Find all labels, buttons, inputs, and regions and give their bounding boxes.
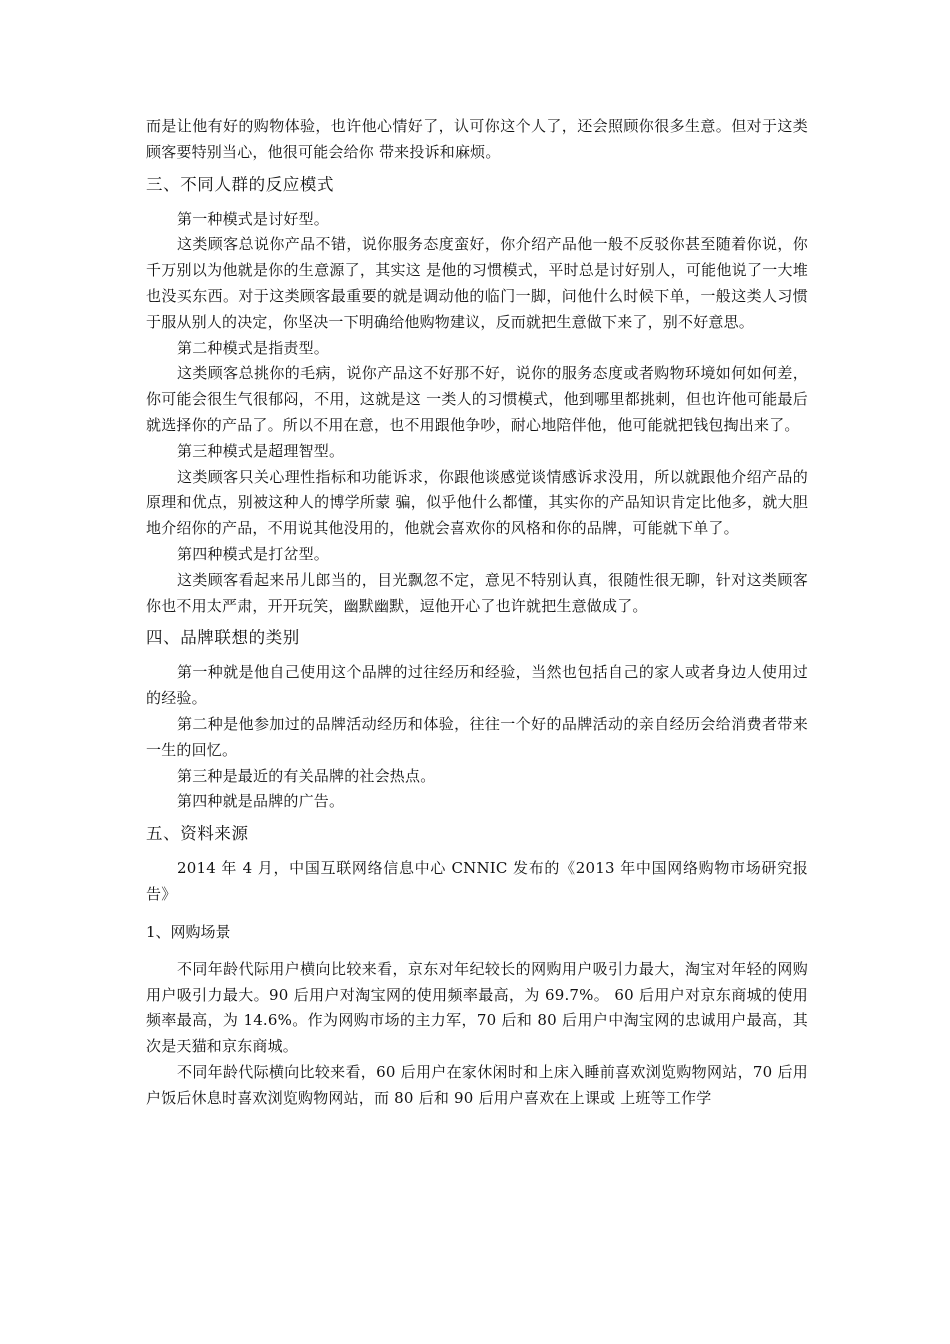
association-item-2: 第二种是他参加过的品牌活动经历和体验，往往一个好的品牌活动的亲自经历会给消费者带来一生的回忆。	[146, 714, 808, 759]
subsection-1-paragraph-2: 不同年龄代际横向比较来看，60 后用户在家休闲时和上床入睡前喜欢浏览购物网站，70 后用户饭后休息时喜欢浏览购物网站，而 80 后和 90 后用户喜欢在上课或 上班等工作学	[146, 1062, 808, 1107]
section-4-heading: 四、品牌联想的类别	[146, 628, 300, 648]
subsection-1-heading: 1、网购场景	[146, 922, 231, 941]
mode-2-text: 这类顾客总挑你的毛病，说你产品这不好那不好，说你的服务态度或者购物环境如何如何差，你可能会很生气很郁闷，不用，这就是这 一类人的习惯模式，他到哪里都挑刺，但也许他可能最后就选择你的产品了。所以不用在意，也不用跟他争吵，耐心地陪伴他，他可能就把钱包掏出来了。	[146, 364, 808, 434]
section-3-heading: 三、不同人群的反应模式	[146, 174, 335, 194]
document-page	[146, 114, 808, 1112]
mode-3-text: 这类顾客只关心理性指标和功能诉求，你跟他谈感觉谈情感诉求没用，所以就跟他介绍产品的原理和优点，别被这种人的博学所蒙 骗，似乎他什么都懂，其实你的产品知识肯定比他多，就大胆地介绍你的产品，不用说其他没用的，他就会喜欢你的风格和你的品牌，可能就下单了。	[146, 467, 808, 538]
mode-4-text: 这类顾客看起来吊儿郎当的，目光飘忽不定，意见不特别认真，很随性很无聊，针对这类顾客你也不用太严肃，开开玩笑，幽默幽默，逗他开心了也许就把生意做成了。	[146, 570, 808, 615]
mode-4-title: 第四种模式是打岔型。	[177, 544, 330, 563]
mode-3-title: 第三种模式是超理智型。	[177, 441, 345, 460]
mode-1-title: 第一种模式是讨好型。	[177, 209, 330, 228]
intro-paragraph: 而是让他有好的购物体验，也许他心情好了，认可你这个人了，还会照顾你很多生意。但对于这类顾客要特别当心，他很可能会给你 带来投诉和麻烦。	[146, 117, 808, 161]
association-item-1: 第一种就是他自己使用这个品牌的过往经历和经验，当然也包括自己的家人或者身边人使用过的经验。	[146, 663, 808, 708]
section-5-heading: 五、资料来源	[146, 824, 249, 844]
subsection-1-paragraph-1: 不同年龄代际用户横向比较来看，京东对年纪较长的网购用户吸引力最大，淘宝对年轻的网购用户吸引力最大。90 后用户对淘宝网的使用频率最高，为 69.7%。 60 后用户对京东商城的使用频率最高，为 14.6%。作为网购市场的主力军，70 后和 80 后用户中淘宝网的忠诚用户最高，其次是天猫和京东商城。	[146, 959, 808, 1056]
association-item-4: 第四种就是品牌的广告。	[177, 792, 345, 811]
source-text: 2014 年 4 月，中国互联网络信息中心 CNNIC 发布的《2013 年中国网络购物市场研究报告》	[146, 859, 808, 903]
mode-1-text: 这类顾客总说你产品不错，说你服务态度蛮好，你介绍产品他一般不反驳你甚至随着你说，你千万别以为他就是你的生意源了，其实这 是他的习惯模式，平时总是讨好别人，可能他说了一大堆也没买东西。对于这类顾客最重要的就是调动他的临门一脚，问他什么时候下单，一般这类人习惯于服从别人的决定，你坚决一下明确给他购物建议，反而就把生意做下来了，别不好意思。	[146, 235, 808, 331]
association-item-3: 第三种是最近的有关品牌的社会热点。	[177, 766, 436, 785]
mode-2-title: 第二种模式是指责型。	[177, 338, 330, 357]
